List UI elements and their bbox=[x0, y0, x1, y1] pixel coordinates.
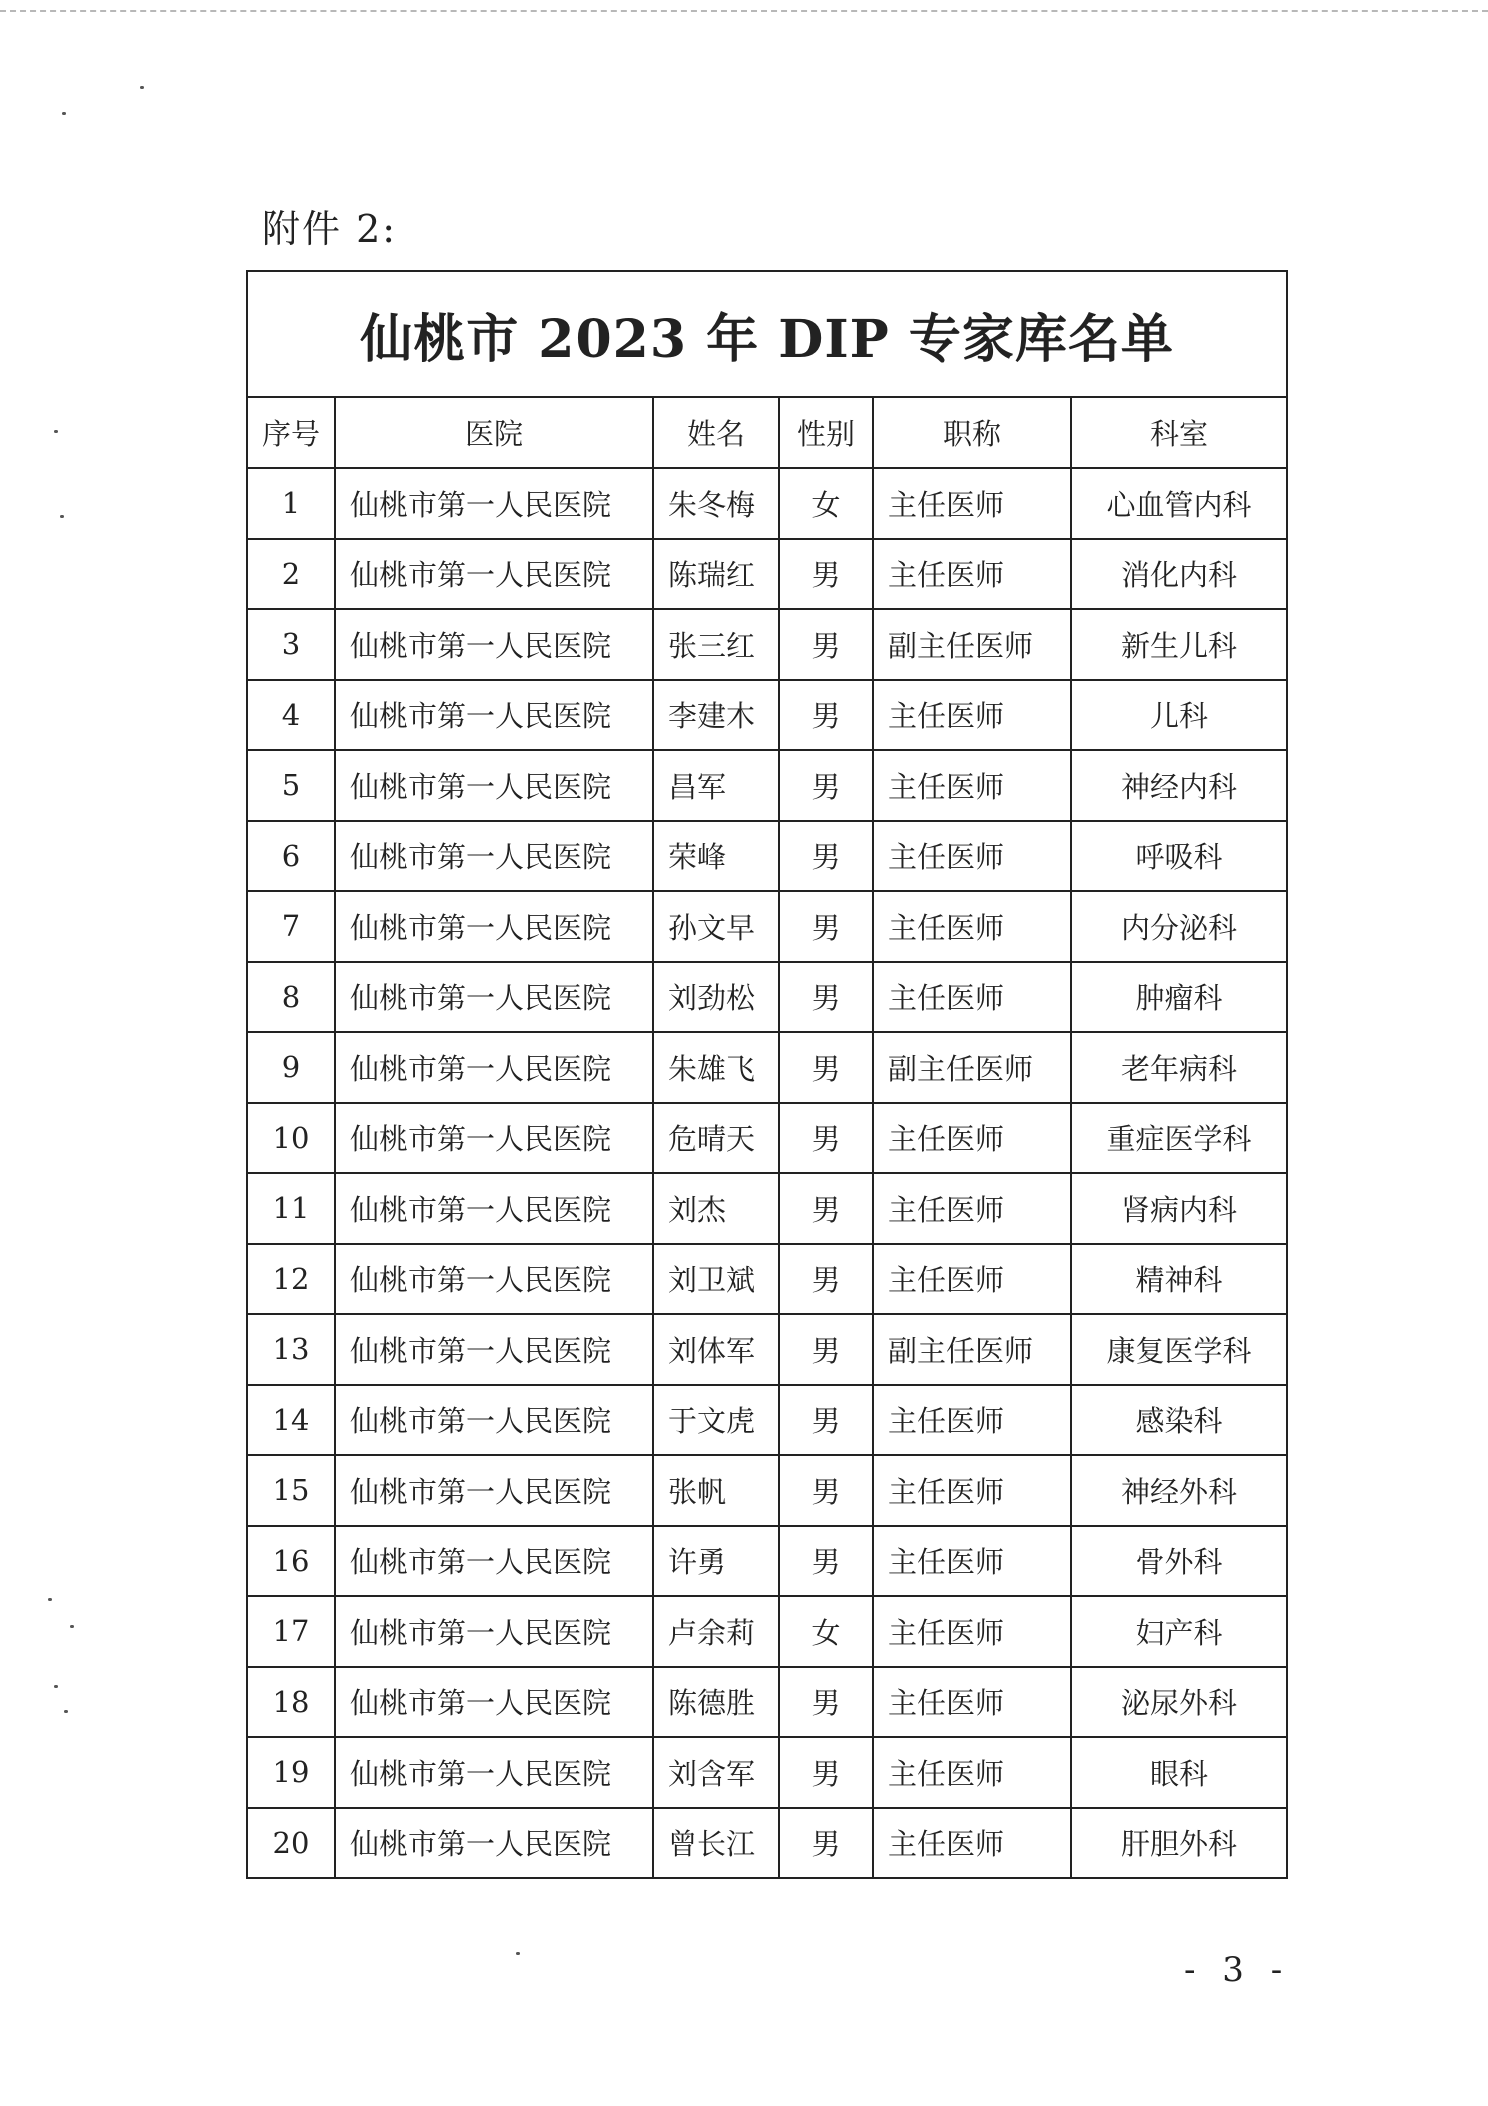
department-cell: 骨外科 bbox=[1071, 1526, 1287, 1597]
scan-speck bbox=[70, 1625, 74, 1628]
header-department: 科室 bbox=[1071, 397, 1287, 468]
table-body bbox=[247, 468, 1287, 1878]
title-cell-text: 主任医师 bbox=[873, 1244, 1071, 1315]
department-cell: 妇产科 bbox=[1071, 1596, 1287, 1667]
title-cell-text: 副主任医师 bbox=[873, 609, 1071, 680]
gender-cell: 男 bbox=[779, 1667, 873, 1738]
title-cell-text: 主任医师 bbox=[873, 539, 1071, 610]
department-cell: 消化内科 bbox=[1071, 539, 1287, 610]
hospital-cell: 仙桃市第一人民医院 bbox=[335, 1596, 653, 1667]
table-row bbox=[247, 468, 1287, 539]
name-cell: 危晴天 bbox=[653, 1103, 779, 1174]
seq-cell: 10 bbox=[247, 1103, 335, 1174]
table-row bbox=[247, 1667, 1287, 1738]
table-row bbox=[247, 1455, 1287, 1526]
hospital-cell: 仙桃市第一人民医院 bbox=[335, 1032, 653, 1103]
name-cell: 张三红 bbox=[653, 609, 779, 680]
gender-cell: 男 bbox=[779, 1314, 873, 1385]
gender-cell: 男 bbox=[779, 1032, 873, 1103]
scan-speck bbox=[62, 112, 66, 115]
department-cell: 神经外科 bbox=[1071, 1455, 1287, 1526]
table-row bbox=[247, 821, 1287, 892]
hospital-cell: 仙桃市第一人民医院 bbox=[335, 891, 653, 962]
header-name: 姓名 bbox=[653, 397, 779, 468]
title-cell-text: 主任医师 bbox=[873, 962, 1071, 1033]
title-cell-text: 主任医师 bbox=[873, 680, 1071, 751]
seq-cell: 15 bbox=[247, 1455, 335, 1526]
hospital-cell: 仙桃市第一人民医院 bbox=[335, 1385, 653, 1456]
seq-cell: 13 bbox=[247, 1314, 335, 1385]
hospital-cell: 仙桃市第一人民医院 bbox=[335, 1526, 653, 1597]
gender-cell: 男 bbox=[779, 1173, 873, 1244]
gender-cell: 男 bbox=[779, 1808, 873, 1879]
name-cell: 刘体军 bbox=[653, 1314, 779, 1385]
title-cell-text: 主任医师 bbox=[873, 1808, 1071, 1879]
department-cell: 眼科 bbox=[1071, 1737, 1287, 1808]
header-gender: 性别 bbox=[779, 397, 873, 468]
title-cell-text: 主任医师 bbox=[873, 1596, 1071, 1667]
name-cell: 荣峰 bbox=[653, 821, 779, 892]
expert-list-table bbox=[246, 270, 1288, 1879]
table-row bbox=[247, 891, 1287, 962]
name-cell: 张帆 bbox=[653, 1455, 779, 1526]
name-cell: 孙文早 bbox=[653, 891, 779, 962]
department-cell: 儿科 bbox=[1071, 680, 1287, 751]
seq-cell: 6 bbox=[247, 821, 335, 892]
seq-cell: 19 bbox=[247, 1737, 335, 1808]
hospital-cell: 仙桃市第一人民医院 bbox=[335, 1667, 653, 1738]
department-cell: 肝胆外科 bbox=[1071, 1808, 1287, 1879]
hospital-cell: 仙桃市第一人民医院 bbox=[335, 680, 653, 751]
header-hospital: 医院 bbox=[335, 397, 653, 468]
hospital-cell: 仙桃市第一人民医院 bbox=[335, 962, 653, 1033]
name-cell: 李建木 bbox=[653, 680, 779, 751]
seq-cell: 20 bbox=[247, 1808, 335, 1879]
name-cell: 朱雄飞 bbox=[653, 1032, 779, 1103]
page-number: - 3 - bbox=[1184, 1950, 1291, 1990]
scan-edge-line bbox=[0, 10, 1488, 12]
gender-cell: 男 bbox=[779, 962, 873, 1033]
table-row bbox=[247, 1737, 1287, 1808]
name-cell: 朱冬梅 bbox=[653, 468, 779, 539]
hospital-cell: 仙桃市第一人民医院 bbox=[335, 750, 653, 821]
name-cell: 刘劲松 bbox=[653, 962, 779, 1033]
department-cell: 老年病科 bbox=[1071, 1032, 1287, 1103]
department-cell: 肾病内科 bbox=[1071, 1173, 1287, 1244]
title-cell-text: 主任医师 bbox=[873, 1103, 1071, 1174]
scan-speck bbox=[48, 1598, 52, 1601]
gender-cell: 男 bbox=[779, 1103, 873, 1174]
gender-cell: 男 bbox=[779, 680, 873, 751]
gender-cell: 男 bbox=[779, 1526, 873, 1597]
gender-cell: 男 bbox=[779, 1455, 873, 1526]
gender-cell: 男 bbox=[779, 821, 873, 892]
seq-cell: 2 bbox=[247, 539, 335, 610]
department-cell: 感染科 bbox=[1071, 1385, 1287, 1456]
table-row bbox=[247, 1244, 1287, 1315]
title-cell-text: 主任医师 bbox=[873, 1385, 1071, 1456]
name-cell: 昌军 bbox=[653, 750, 779, 821]
hospital-cell: 仙桃市第一人民医院 bbox=[335, 1173, 653, 1244]
table-row bbox=[247, 1808, 1287, 1879]
department-cell: 泌尿外科 bbox=[1071, 1667, 1287, 1738]
title-cell-text: 副主任医师 bbox=[873, 1314, 1071, 1385]
header-seq: 序号 bbox=[247, 397, 335, 468]
gender-cell: 男 bbox=[779, 891, 873, 962]
seq-cell: 18 bbox=[247, 1667, 335, 1738]
department-cell: 重症医学科 bbox=[1071, 1103, 1287, 1174]
hospital-cell: 仙桃市第一人民医院 bbox=[335, 609, 653, 680]
gender-cell: 女 bbox=[779, 468, 873, 539]
table-row bbox=[247, 1526, 1287, 1597]
table-row bbox=[247, 609, 1287, 680]
name-cell: 曾长江 bbox=[653, 1808, 779, 1879]
seq-cell: 16 bbox=[247, 1526, 335, 1597]
gender-cell: 女 bbox=[779, 1596, 873, 1667]
scan-speck bbox=[54, 430, 58, 433]
gender-cell: 男 bbox=[779, 1244, 873, 1315]
seq-cell: 5 bbox=[247, 750, 335, 821]
hospital-cell: 仙桃市第一人民医院 bbox=[335, 539, 653, 610]
gender-cell: 男 bbox=[779, 609, 873, 680]
hospital-cell: 仙桃市第一人民医院 bbox=[335, 821, 653, 892]
hospital-cell: 仙桃市第一人民医院 bbox=[335, 1737, 653, 1808]
gender-cell: 男 bbox=[779, 750, 873, 821]
gender-cell: 男 bbox=[779, 1737, 873, 1808]
seq-cell: 11 bbox=[247, 1173, 335, 1244]
name-cell: 刘含军 bbox=[653, 1737, 779, 1808]
seq-cell: 3 bbox=[247, 609, 335, 680]
title-cell-text: 主任医师 bbox=[873, 1737, 1071, 1808]
hospital-cell: 仙桃市第一人民医院 bbox=[335, 1103, 653, 1174]
scan-speck bbox=[60, 515, 64, 518]
attachment-label: 附件 2: bbox=[262, 207, 398, 251]
name-cell: 陈德胜 bbox=[653, 1667, 779, 1738]
table-row bbox=[247, 1385, 1287, 1456]
table-row bbox=[247, 962, 1287, 1033]
seq-cell: 7 bbox=[247, 891, 335, 962]
department-cell: 康复医学科 bbox=[1071, 1314, 1287, 1385]
name-cell: 于文虎 bbox=[653, 1385, 779, 1456]
title-cell-text: 主任医师 bbox=[873, 1526, 1071, 1597]
scan-speck bbox=[516, 1952, 520, 1955]
seq-cell: 12 bbox=[247, 1244, 335, 1315]
title-cell-text: 主任医师 bbox=[873, 1455, 1071, 1526]
hospital-cell: 仙桃市第一人民医院 bbox=[335, 1808, 653, 1879]
header-title: 职称 bbox=[873, 397, 1071, 468]
name-cell: 陈瑞红 bbox=[653, 539, 779, 610]
department-cell: 心血管内科 bbox=[1071, 468, 1287, 539]
table-row bbox=[247, 1173, 1287, 1244]
table-row bbox=[247, 680, 1287, 751]
name-cell: 刘卫斌 bbox=[653, 1244, 779, 1315]
scan-speck bbox=[54, 1685, 58, 1688]
name-cell: 许勇 bbox=[653, 1526, 779, 1597]
seq-cell: 1 bbox=[247, 468, 335, 539]
scan-speck bbox=[140, 86, 144, 89]
name-cell: 卢余莉 bbox=[653, 1596, 779, 1667]
table-row bbox=[247, 1596, 1287, 1667]
department-cell: 内分泌科 bbox=[1071, 891, 1287, 962]
hospital-cell: 仙桃市第一人民医院 bbox=[335, 1244, 653, 1315]
table-row bbox=[247, 750, 1287, 821]
table-row bbox=[247, 1314, 1287, 1385]
hospital-cell: 仙桃市第一人民医院 bbox=[335, 1314, 653, 1385]
table-row bbox=[247, 539, 1287, 610]
hospital-cell: 仙桃市第一人民医院 bbox=[335, 1455, 653, 1526]
title-cell-text: 主任医师 bbox=[873, 750, 1071, 821]
seq-cell: 9 bbox=[247, 1032, 335, 1103]
table-row bbox=[247, 1032, 1287, 1103]
seq-cell: 14 bbox=[247, 1385, 335, 1456]
hospital-cell: 仙桃市第一人民医院 bbox=[335, 468, 653, 539]
department-cell: 新生儿科 bbox=[1071, 609, 1287, 680]
department-cell: 呼吸科 bbox=[1071, 821, 1287, 892]
title-cell-text: 主任医师 bbox=[873, 821, 1071, 892]
name-cell: 刘杰 bbox=[653, 1173, 779, 1244]
gender-cell: 男 bbox=[779, 539, 873, 610]
title-cell-text: 副主任医师 bbox=[873, 1032, 1071, 1103]
seq-cell: 17 bbox=[247, 1596, 335, 1667]
seq-cell: 8 bbox=[247, 962, 335, 1033]
gender-cell: 男 bbox=[779, 1385, 873, 1456]
table-title: 仙桃市 2023 年 DIP 专家库名单 bbox=[247, 271, 1287, 397]
title-cell-text: 主任医师 bbox=[873, 468, 1071, 539]
table-row bbox=[247, 1103, 1287, 1174]
department-cell: 精神科 bbox=[1071, 1244, 1287, 1315]
department-cell: 肿瘤科 bbox=[1071, 962, 1287, 1033]
title-cell-text: 主任医师 bbox=[873, 891, 1071, 962]
header-row bbox=[247, 397, 1287, 468]
department-cell: 神经内科 bbox=[1071, 750, 1287, 821]
title-cell-text: 主任医师 bbox=[873, 1173, 1071, 1244]
seq-cell: 4 bbox=[247, 680, 335, 751]
title-cell-text: 主任医师 bbox=[873, 1667, 1071, 1738]
scan-speck bbox=[64, 1710, 68, 1713]
